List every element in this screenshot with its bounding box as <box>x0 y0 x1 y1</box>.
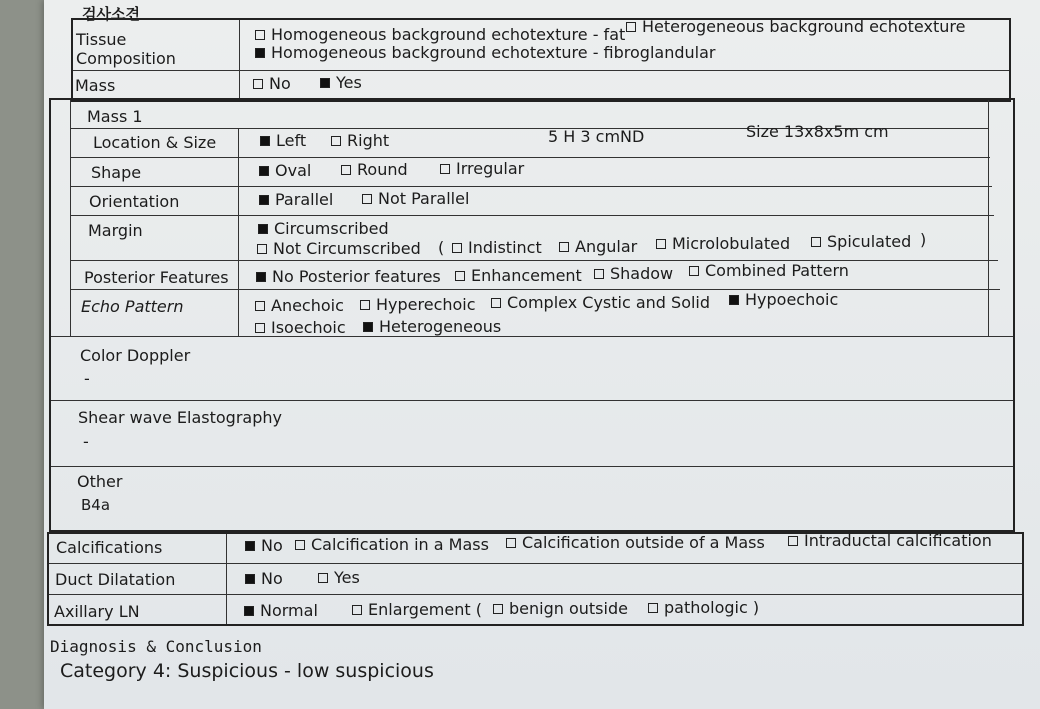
divider <box>51 400 1013 401</box>
checkbox-checked[interactable] <box>244 606 254 616</box>
tissue-label-1: Tissue <box>76 30 127 49</box>
divider <box>70 260 998 261</box>
checkbox-checked[interactable] <box>259 195 269 205</box>
checkbox-empty[interactable] <box>594 269 604 279</box>
margin-option-microlobulated[interactable]: Microlobulated <box>656 234 790 253</box>
tissue-option-fibroglandular[interactable]: Homogeneous background echotexture - fibroglandular <box>255 43 715 62</box>
checkbox-empty[interactable] <box>506 538 516 548</box>
divider <box>988 100 989 336</box>
shear-wave-label: Shear wave Elastography <box>78 408 282 427</box>
mass-option-no[interactable]: No <box>253 74 291 93</box>
checkbox-empty[interactable] <box>559 242 569 252</box>
duct-option-no[interactable]: No <box>245 569 283 588</box>
divider <box>51 466 1013 467</box>
mass-position: 5 H 3 cmND <box>548 127 645 146</box>
echo-option-hypoechoic[interactable]: Hypoechoic <box>729 290 838 309</box>
checkbox-empty[interactable] <box>440 164 450 174</box>
posterior-option-none[interactable]: No Posterior features <box>256 267 441 286</box>
divider <box>70 289 1000 290</box>
checkbox-checked[interactable] <box>245 541 255 551</box>
tissue-option-heterogeneous[interactable]: Heterogeneous background echotexture <box>626 17 965 36</box>
shape-label: Shape <box>91 163 142 182</box>
checkbox-checked[interactable] <box>260 136 270 146</box>
checkbox-checked[interactable] <box>258 224 268 234</box>
calcifications-label: Calcifications <box>56 538 163 557</box>
divider <box>238 128 239 336</box>
divider <box>70 157 990 158</box>
checkbox-checked[interactable] <box>259 166 269 176</box>
color-doppler-value: - <box>84 369 90 388</box>
divider <box>49 563 1022 564</box>
echo-option-complex[interactable]: Complex Cystic and Solid <box>491 293 710 312</box>
calc-option-intraductal[interactable]: Intraductal calcification <box>788 531 992 550</box>
mass-option-yes[interactable]: Yes <box>320 73 362 92</box>
tissue-option-fat[interactable]: Homogeneous background echotexture - fat <box>255 25 625 44</box>
margin-option-spiculated[interactable]: Spiculated <box>811 232 911 251</box>
divider <box>226 534 227 624</box>
checkbox-empty[interactable] <box>811 237 821 247</box>
axillary-option-pathologic[interactable]: pathologic ) <box>648 598 759 617</box>
checkbox-empty[interactable] <box>362 194 372 204</box>
posterior-option-enhancement[interactable]: Enhancement <box>455 266 582 285</box>
checkbox-empty[interactable] <box>648 603 658 613</box>
axillary-option-benign[interactable]: benign outside <box>493 599 628 618</box>
margin-paren-open: ( <box>438 238 445 257</box>
margin-paren-close: ) <box>920 230 927 249</box>
divider <box>70 100 71 336</box>
divider <box>70 186 992 187</box>
checkbox-checked[interactable] <box>363 322 373 332</box>
duct-option-yes[interactable]: Yes <box>318 568 360 587</box>
checkbox-empty[interactable] <box>455 271 465 281</box>
posterior-option-shadow[interactable]: Shadow <box>594 264 673 283</box>
checkbox-checked[interactable] <box>729 295 739 305</box>
checkbox-empty[interactable] <box>318 573 328 583</box>
checkbox-checked[interactable] <box>256 272 266 282</box>
axillary-label: Axillary LN <box>54 602 140 621</box>
checkbox-empty[interactable] <box>491 298 501 308</box>
shape-option-round[interactable]: Round <box>341 160 408 179</box>
checkbox-empty[interactable] <box>295 540 305 550</box>
divider <box>49 594 1022 595</box>
checkbox-empty[interactable] <box>360 300 370 310</box>
checkbox-empty[interactable] <box>255 30 265 40</box>
checkbox-empty[interactable] <box>341 165 351 175</box>
margin-label: Margin <box>88 221 143 240</box>
report-heading: 검사소견 <box>82 5 140 23</box>
checkbox-empty[interactable] <box>255 323 265 333</box>
margin-option-angular[interactable]: Angular <box>559 237 637 256</box>
calc-option-in-mass[interactable]: Calcification in a Mass <box>295 535 489 554</box>
other-label: Other <box>77 472 123 491</box>
checkbox-empty[interactable] <box>493 604 503 614</box>
color-doppler-label: Color Doppler <box>80 346 191 365</box>
diagnosis-conclusion: Category 4: Suspicious - low suspicious <box>60 660 434 682</box>
echo-option-anechoic[interactable]: Anechoic <box>255 296 344 315</box>
posterior-label: Posterior Features <box>84 268 229 287</box>
axillary-option-enlargement[interactable]: Enlargement ( <box>352 600 482 619</box>
checkbox-empty[interactable] <box>331 136 341 146</box>
other-value: B4a <box>81 496 111 514</box>
checkbox-empty[interactable] <box>255 301 265 311</box>
mass1-title: Mass 1 <box>87 107 143 126</box>
checkbox-empty[interactable] <box>689 266 699 276</box>
divider <box>51 336 1013 337</box>
mass-label: Mass <box>75 76 116 95</box>
echo-label: Echo Pattern <box>81 297 184 316</box>
divider <box>70 215 994 216</box>
divider <box>239 20 240 100</box>
shape-option-oval[interactable]: Oval <box>259 161 311 180</box>
checkbox-checked[interactable] <box>320 78 330 88</box>
checkbox-empty[interactable] <box>352 605 362 615</box>
location-label: Location & Size <box>93 133 217 152</box>
checkbox-empty[interactable] <box>788 536 798 546</box>
orientation-option-not-parallel[interactable]: Not Parallel <box>362 189 469 208</box>
checkbox-empty[interactable] <box>253 79 263 89</box>
echo-option-isoechoic[interactable]: Isoechoic <box>255 318 346 337</box>
checkbox-checked[interactable] <box>255 48 265 58</box>
tissue-label-2: Composition <box>76 49 176 68</box>
location-option-left[interactable]: Left <box>260 131 306 150</box>
mass-size: Size 13x8x5m cm <box>746 122 889 141</box>
echo-option-heterogeneous[interactable]: Heterogeneous <box>363 317 501 336</box>
orientation-label: Orientation <box>89 192 180 211</box>
checkbox-empty[interactable] <box>257 244 267 254</box>
calc-option-outside-mass[interactable]: Calcification outside of a Mass <box>506 533 765 552</box>
calc-option-no[interactable]: No <box>245 536 283 555</box>
divider <box>73 70 1009 71</box>
axillary-option-normal[interactable]: Normal <box>244 601 318 620</box>
margin-option-circumscribed[interactable]: Circumscribed <box>258 219 389 238</box>
margin-option-indistinct[interactable]: Indistinct <box>452 238 542 257</box>
location-option-right[interactable]: Right <box>331 131 389 150</box>
shape-option-irregular[interactable]: Irregular <box>440 159 524 178</box>
duct-label: Duct Dilatation <box>55 570 176 589</box>
checkbox-checked[interactable] <box>245 574 255 584</box>
checkbox-empty[interactable] <box>626 22 636 32</box>
shear-wave-value: - <box>83 432 89 451</box>
echo-option-hyperechoic[interactable]: Hyperechoic <box>360 295 476 314</box>
diagnosis-label: Diagnosis & Conclusion <box>50 637 262 656</box>
margin-option-not-circumscribed[interactable]: Not Circumscribed <box>257 239 421 258</box>
checkbox-empty[interactable] <box>656 239 666 249</box>
orientation-option-parallel[interactable]: Parallel <box>259 190 333 209</box>
checkbox-empty[interactable] <box>452 243 462 253</box>
posterior-option-combined[interactable]: Combined Pattern <box>689 261 849 280</box>
